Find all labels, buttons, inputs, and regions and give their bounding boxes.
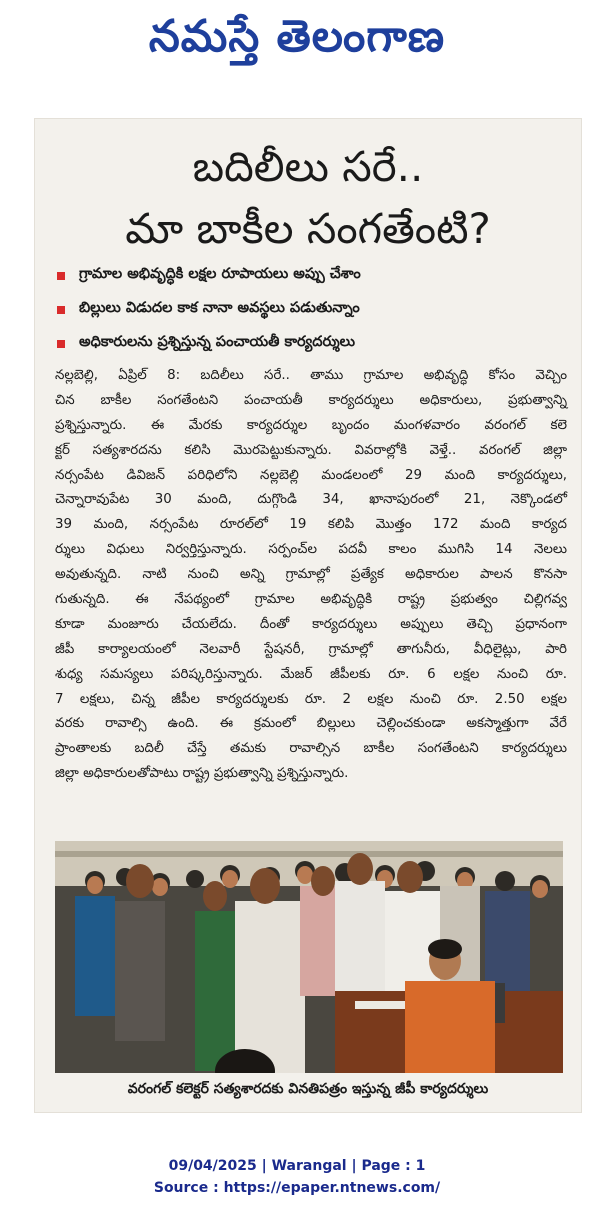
news-clipping: [34, 118, 582, 1113]
masthead-title: నమస్తే తెలంగాణ: [148, 11, 446, 62]
bullet-square-icon: [57, 340, 65, 348]
subheading-bullets: [57, 259, 567, 361]
body-line: ప్రాంతాలకు బదిలీ చేస్తే తమకు రావాల్సిన బాకీల సంగతేంటని కార్యదర్శులు: [55, 741, 567, 757]
body-line: కూడా మంజూరు చేయలేదు. దీంతో కార్యదర్శులు అప్పులు తెచ్చి ప్రధానంగా: [55, 616, 567, 632]
body-line: 39 మంది, నర్సంపేట రూరల్‌లో 19 కలిపి మొత్తం 172 మంది కార్యద: [55, 517, 567, 533]
body-line: జిల్లా అధికారులతోపాటు రాష్ట్ర ప్రభుత్వాన్ని ప్రశ్నిస్తున్నారు.: [55, 766, 349, 782]
headline-line-2: మా బాకీల సంగతేంటి?: [125, 204, 491, 253]
body-line: నల్లబెల్లి, ఏప్రిల్ 8: బదిలీలు సరే.. తాము గ్రామాల అభివృద్ధి కోసం వెచ్చిం: [55, 368, 567, 383]
body-line: శుధ్య సమస్యలు పరిష్కరిస్తున్నారు. మేజర్ జీపీలకు రూ. 6 లక్షల నుంచి రూ.: [55, 666, 567, 682]
body-line: క్టర్ సత్యశారదను కలిసి మొరపెట్టుకున్నారు. వివరాల్లోకి వెళ్తే.. వరంగల్ జిల్లా: [55, 442, 567, 458]
meeting-photo-illustration: [55, 841, 563, 1073]
article-body: [55, 364, 567, 787]
body-line: నర్సంపేట డివిజన్ పరిధిలోని నల్లబెల్లి మండలంలో 29 మంది కార్యదర్శులు,: [55, 467, 567, 483]
bullet-text: అధికారులను ప్రశ్నిస్తున్న పంచాయతీ కార్యదర్శులు: [79, 334, 355, 350]
body-line: ప్రశ్నిస్తున్నారు. ఈ మేరకు కార్యదర్శుల బృందం మంగళవారం వరంగల్ కలె: [55, 417, 567, 433]
bullet-item: [57, 259, 567, 293]
newspaper-masthead: [0, 0, 594, 80]
bullet-item: [57, 293, 567, 327]
body-line: వరకు రావాల్సి ఉంది. ఈ క్రమంలో బిల్లులు చెల్లించకుండా అకస్మాత్తుగా వేరే: [55, 716, 567, 732]
photo-caption: వరంగల్ కలెక్టర్ సత్యశారదకు వినతిపత్రం ఇస్తున్న జీపీ కార్యదర్శులు: [127, 1081, 489, 1097]
bullet-square-icon: [57, 272, 65, 280]
body-line: 7 లక్షలు, చిన్న జీపీల కార్యదర్శులకు రూ. 2 లక్షల నుంచి రూ. 2.50 లక్షల: [55, 691, 567, 707]
bullet-square-icon: [57, 306, 65, 314]
body-line: గుతున్నది. ఈ నేపథ్యంలో గ్రామాల అభివృద్ధికి రాష్ట్ర ప్రభుత్వం చిల్లిగవ్వ: [55, 592, 567, 608]
footer-edition-line: 09/04/2025 | Warangal | Page : 1: [168, 1158, 426, 1174]
bullet-text: గ్రామాల అభివృద్ధికి లక్షల రూపాయలు అప్పు చేశాం: [79, 266, 361, 282]
headline-line-1: బదిలీలు సరే..: [192, 142, 424, 191]
body-line: అవుతున్నది. నాటి నుంచి అన్ని గ్రామాల్లో ప్రత్యేక అధికారుల పాలన కొనసా: [55, 567, 567, 583]
bullet-item: [57, 327, 567, 361]
news-photo: [55, 841, 563, 1073]
bullet-text: బిల్లులు విడుదల కాక నానా అవస్థలు పడుతున్నాం: [79, 300, 360, 316]
body-line: జీపీ కార్యాలయంలో నెలవారీ స్టేషనరీ, గ్రామాల్లో తాగునీరు, వీధిలైట్లు, పారి: [55, 641, 567, 657]
body-line: ర్శులు విధులు నిర్వర్తిస్తున్నారు. సర్పంచ్‌ల పదవీ కాలం ముగిసి 14 నెలలు: [55, 542, 567, 558]
body-line: చిన బాకీల సంగతేంటని పంచాయతీ కార్యదర్శులు అధికారులు, ప్రభుత్వాన్ని: [55, 392, 567, 408]
body-line: చెన్నారావుపేట 30 మంది, దుగ్గొండి 34, ఖానాపురంలో 21, నెక్కొండలో: [55, 492, 567, 508]
footer-source-line: Source : https://epaper.ntnews.com/: [153, 1180, 441, 1196]
